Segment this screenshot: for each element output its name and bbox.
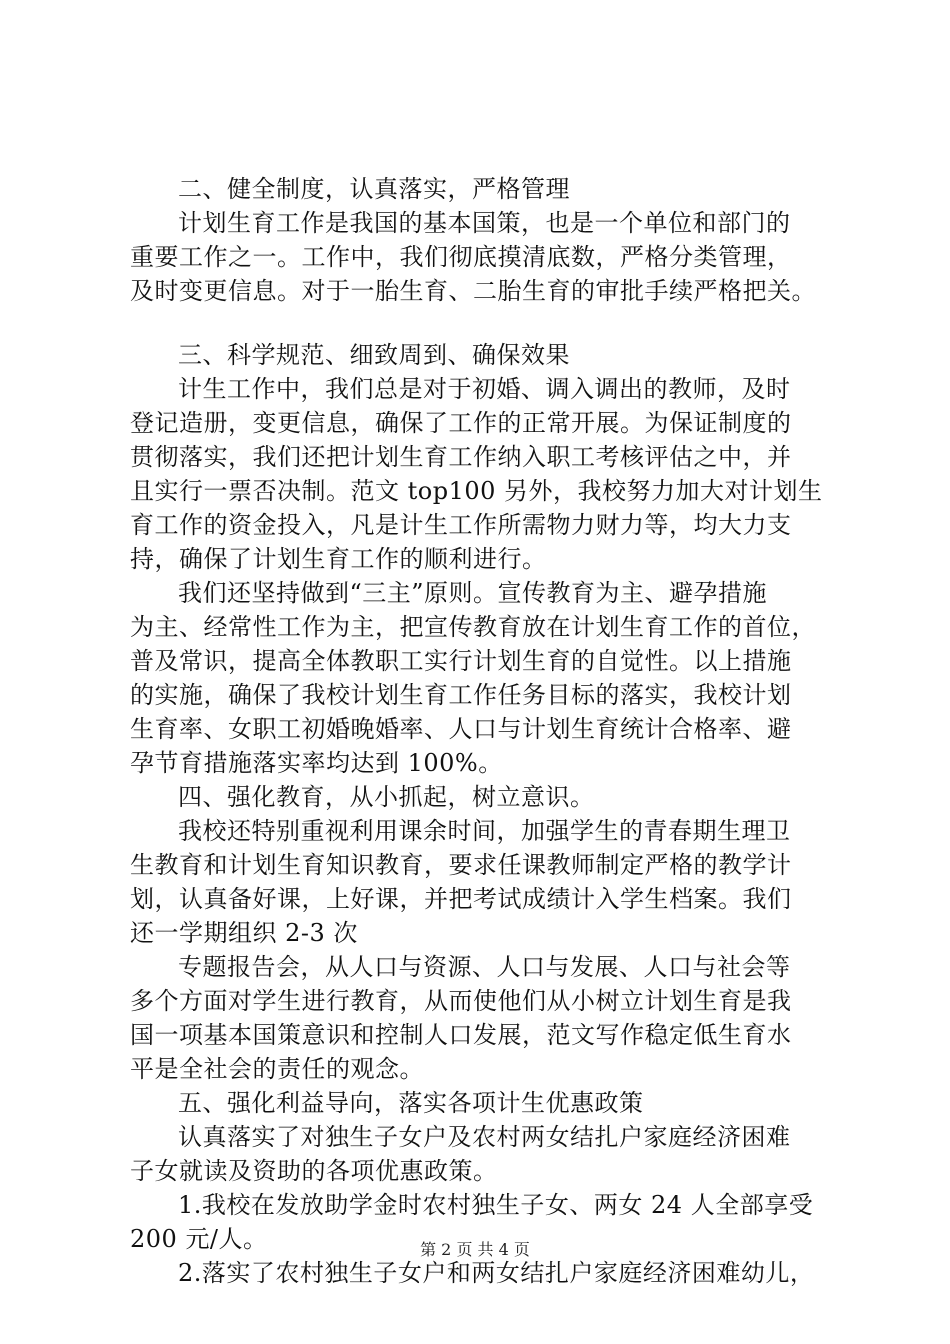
text-line: 我校还特别重视利用课余时间，加强学生的青春期生理卫: [178, 817, 791, 845]
text-line: 持，确保了计划生育工作的顺利进行。: [130, 545, 547, 573]
paragraph: [130, 1120, 840, 1188]
text-line: 我们还坚持做到“三主”原则。宣传教育为主、避孕措施: [178, 579, 768, 607]
text-line: 还一学期组织 2-3 次: [130, 919, 358, 947]
text-line: 普及常识，提高全体教职工实行计划生育的自觉性。以上措施: [130, 647, 792, 675]
paragraph: [130, 206, 840, 308]
page-footer: 第 2 页 共 4 页: [420, 1240, 530, 1259]
section-heading: [130, 780, 840, 814]
text-line: 贯彻落实，我们还把计划生育工作纳入职工考核评估之中，并: [130, 443, 792, 471]
text-line: 五、强化利益导向，落实各项计生优惠政策: [178, 1089, 644, 1117]
list-item: [130, 1256, 840, 1290]
text-line: 平是全社会的责任的观念。: [130, 1055, 424, 1083]
paragraph: [130, 372, 840, 576]
paragraph: [130, 576, 840, 780]
text-line: 生育率、女职工初婚晚婚率、人口与计划生育统计合格率、避: [130, 715, 792, 743]
text-line: 划，认真备好课，上好课，并把考试成绩计入学生档案。我们: [130, 885, 792, 913]
text-line: 孕节育措施落实率均达到 100%。: [130, 749, 503, 777]
text-line: 认真落实了对独生子女户及农村两女结扎户家庭经济困难: [178, 1123, 791, 1151]
paragraph-gap: [130, 308, 840, 338]
text-line: 计生工作中，我们总是对于初婚、调入调出的教师，及时: [178, 375, 791, 403]
text-line: 200 元/人。: [130, 1225, 268, 1253]
text-line: 为主、经常性工作为主，把宣传教育放在计划生育工作的首位，: [130, 613, 816, 641]
text-line: 专题报告会，从人口与资源、人口与发展、人口与社会等: [178, 953, 791, 981]
text-line: 计划生育工作是我国的基本国策，也是一个单位和部门的: [178, 209, 791, 237]
text-line: 子女就读及资助的各项优惠政策。: [130, 1157, 498, 1185]
document-body: [130, 172, 840, 1290]
text-line: 登记造册，变更信息，确保了工作的正常开展。为保证制度的: [130, 409, 792, 437]
text-line: 及时变更信息。对于一胎生育、二胎生育的审批手续严格把关。: [130, 277, 816, 305]
section-heading: [130, 1086, 840, 1120]
paragraph: [130, 950, 840, 1086]
text-line: 四、强化教育，从小抓起，树立意识。: [178, 783, 595, 811]
text-line: 三、科学规范、细致周到、确保效果: [178, 341, 570, 369]
text-line: 国一项基本国策意识和控制人口发展，范文写作稳定低生育水: [130, 1021, 792, 1049]
paragraph: [130, 814, 840, 950]
text-line: 重要工作之一。工作中，我们彻底摸清底数，严格分类管理，: [130, 243, 792, 271]
text-line: 1.我校在发放助学金时农村独生子女、两女 24 人全部享受: [178, 1191, 814, 1219]
text-line: 生教育和计划生育知识教育，要求任课教师制定严格的教学计: [130, 851, 792, 879]
text-line: 的实施，确保了我校计划生育工作任务目标的落实，我校计划: [130, 681, 792, 709]
text-line: 二、健全制度，认真落实，严格管理: [178, 175, 570, 203]
text-line: 且实行一票否决制。范文 top100 另外，我校努力加大对计划生: [130, 477, 823, 505]
section-heading: [130, 338, 840, 372]
section-heading: [130, 172, 840, 206]
text-line: 2.落实了农村独生子女户和两女结扎户家庭经济困难幼儿，: [178, 1259, 815, 1287]
text-line: 育工作的资金投入，凡是计生工作所需物力财力等，均大力支: [130, 511, 792, 539]
text-line: 多个方面对学生进行教育，从而使他们从小树立计划生育是我: [130, 987, 792, 1015]
